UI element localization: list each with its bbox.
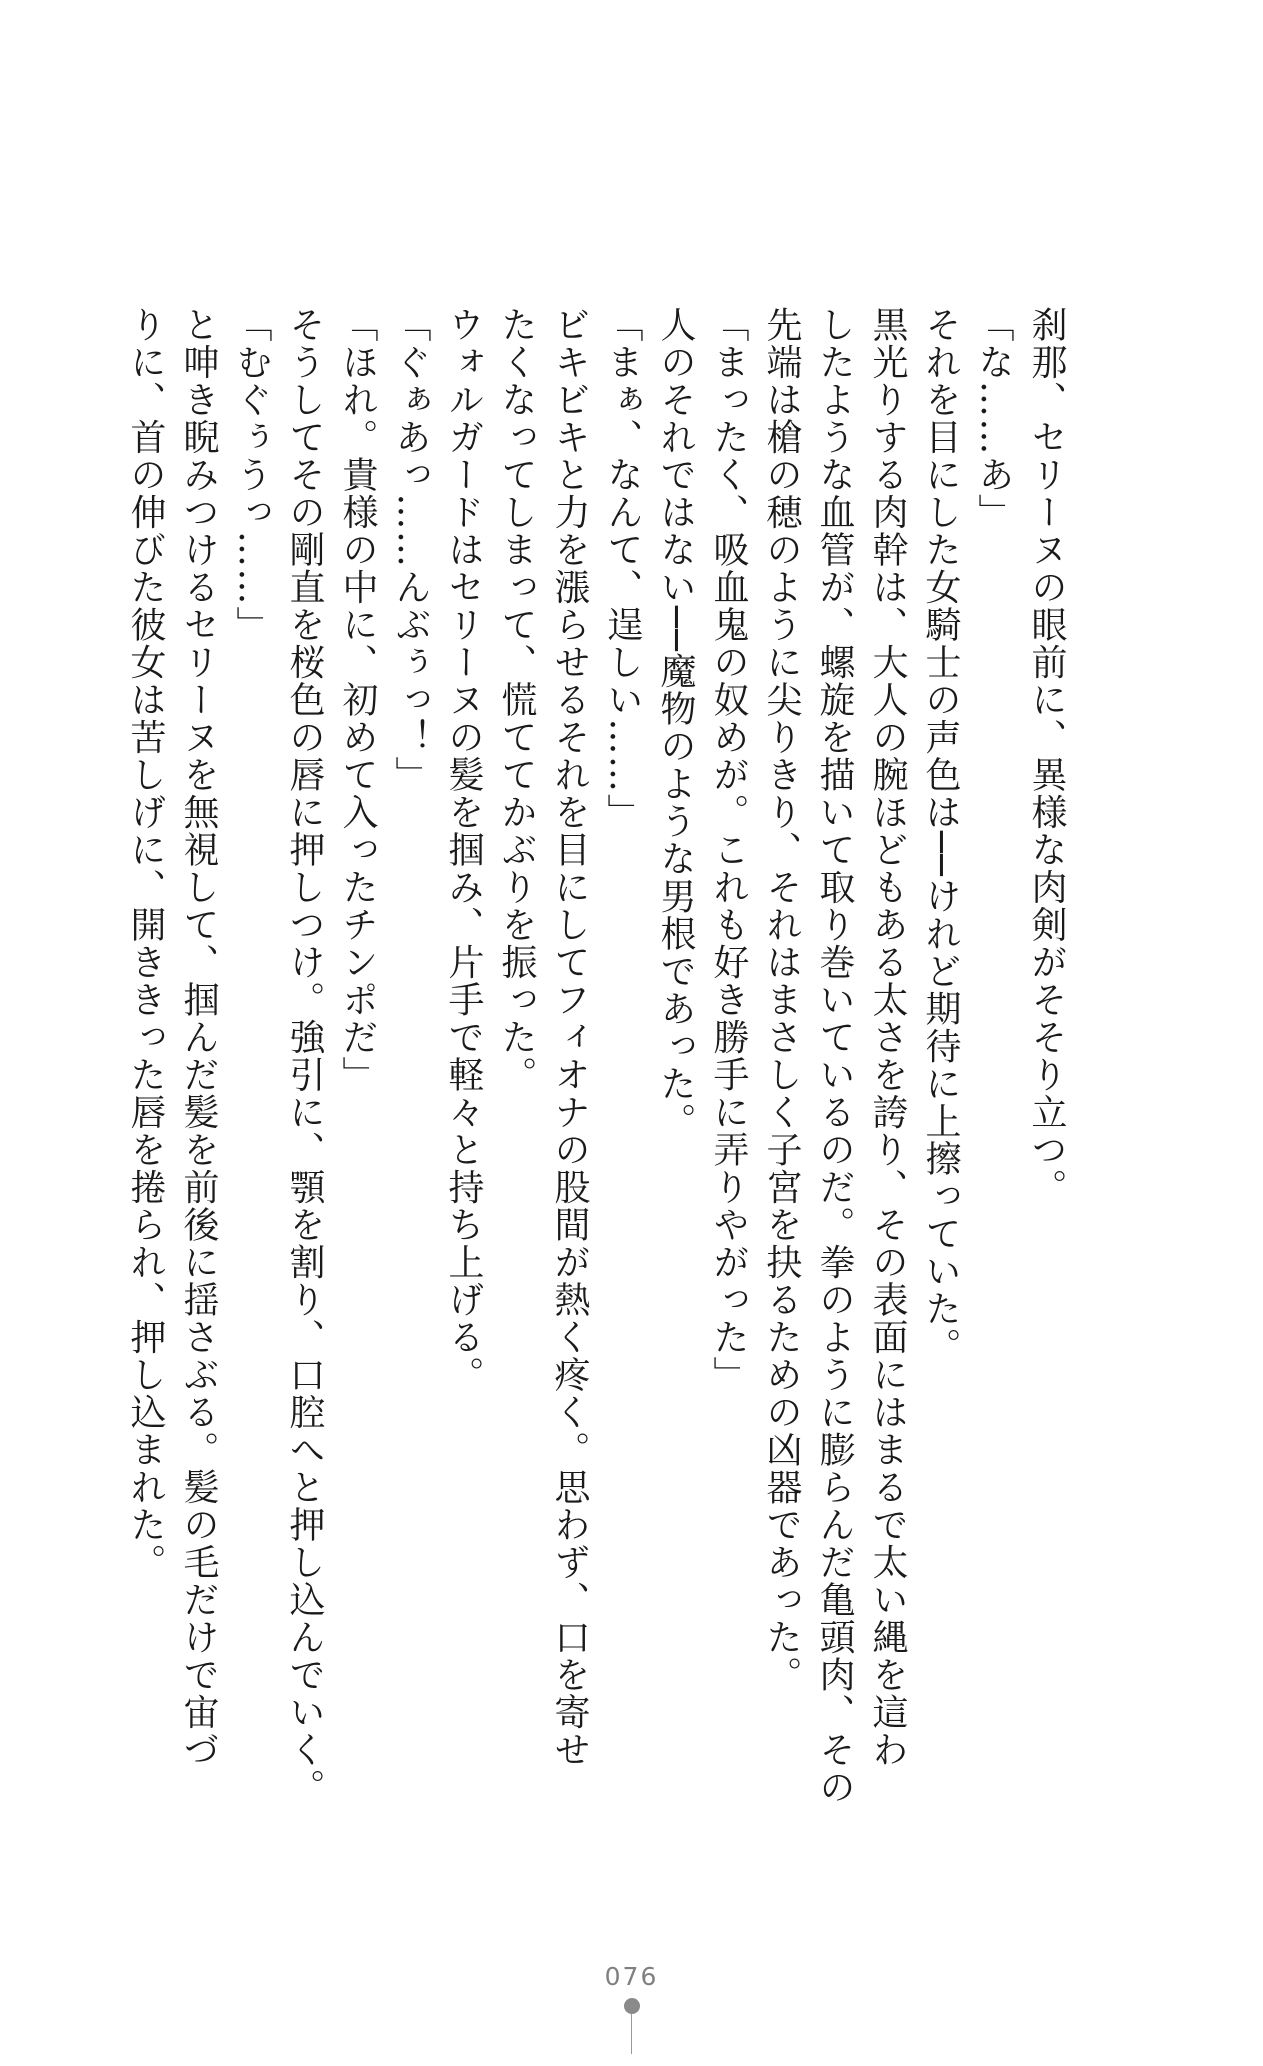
text-line: 刹那、セリーヌの眼前に、異様な肉剣がそそり立つ。 [1026, 306, 1067, 1206]
text-line: 「な……あ」 [973, 306, 1014, 531]
text-line: ウォルガードはセリーヌの髪を掴み、片手で軽々と持ち上げる。 [443, 306, 484, 1394]
text-line: と呻き睨みつけるセリーヌを無視して、掴んだ髪を前後に揺さぶる。髪の毛だけで宙づ [178, 306, 219, 1769]
folio-dot-icon [624, 1998, 640, 2014]
text-line: 「むぐぅうっ……」 [231, 306, 272, 644]
text-line: したような血管が、螺旋を描いて取り巻いているのだ。拳のように膨らんだ亀頭肉、その [814, 306, 855, 1806]
text-line: 黒光りする肉幹は、大人の腕ほどもある太さを誇り、その表面にはまるで太い縄を這わ [867, 306, 908, 1769]
text-line: 「ぐぁあっ……んぶぅっ！」 [390, 306, 431, 794]
text-line: りに、首の伸びた彼女は苦しげに、開ききった唇を捲られ、押し込まれた。 [125, 306, 166, 1581]
text-line: 人のそれではない──魔物のような男根であった。 [655, 306, 696, 1140]
vertical-text-block [119, 306, 1073, 1806]
text-line: それを目にした女騎士の声色は──けれど期待に上擦っていた。 [920, 306, 961, 1365]
text-line: そうしてその剛直を桜色の唇に押しつけ。強引に、顎を割り、口腔へと押し込んでいく。 [284, 306, 325, 1806]
text-line: ビキビキと力を漲らせるそれを目にしてフィオナの股間が熱く疼く。思わず、口を寄せ [549, 306, 590, 1769]
text-line: 「ほれ。貴様の中に、初めて入ったチンポだ」 [337, 306, 378, 1094]
text-line: 「まったく、吸血鬼の奴めが。これも好き勝手に弄りやがった」 [708, 306, 749, 1394]
page-folio [0, 1962, 1263, 2054]
page-number: 076 [604, 1962, 659, 1991]
text-line: たくなってしまって、慌ててかぶりを振った。 [496, 306, 537, 1094]
folio-rule [631, 2014, 632, 2054]
text-line: 「まぁ、なんて、逞しい……」 [602, 306, 643, 831]
text-line: 先端は槍の穂のように尖りきり、それはまさしく子宮を抉るための凶器であった。 [761, 306, 802, 1694]
